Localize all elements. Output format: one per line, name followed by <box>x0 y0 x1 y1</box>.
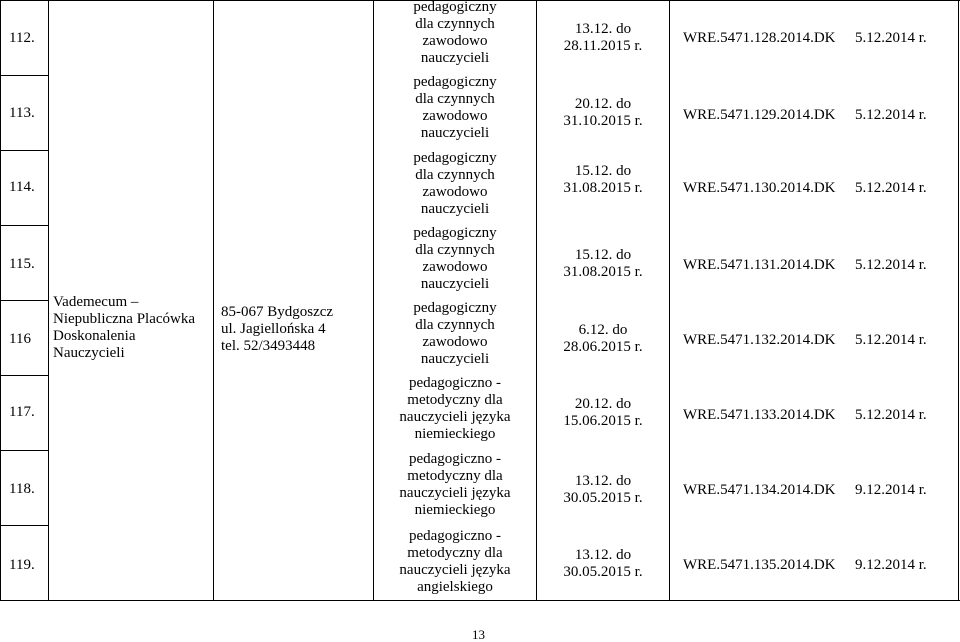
row-divider <box>0 150 48 151</box>
row-number: 117. <box>9 404 35 420</box>
row-number: 119. <box>9 557 35 573</box>
course-type: pedagogiczno - metodyczny dla nauczycieli języka niemieckiego <box>399 375 511 442</box>
reference-number: WRE.5471.129.2014.DK <box>683 107 836 123</box>
course-type: pedagogiczny dla czynnych zawodowo nauczycieli <box>413 300 497 367</box>
col-divider <box>48 0 49 601</box>
issue-date: 9.12.2014 r. <box>855 557 927 573</box>
course-dates: 13.12. do 30.05.2015 r. <box>563 547 643 580</box>
row-divider <box>0 525 48 526</box>
row-number: 118. <box>9 481 35 497</box>
course-dates: 13.12. do 28.11.2015 r. <box>563 21 643 54</box>
reference-number: WRE.5471.134.2014.DK <box>683 482 836 498</box>
institution-address: 85-067 Bydgoszcz ul. Jagiellońska 4 tel. 52/3493448 <box>221 304 334 354</box>
col-divider <box>536 0 537 601</box>
course-type: pedagogiczny dla czynnych zawodowo nauczycieli <box>413 0 497 66</box>
row-number: 116 <box>9 331 31 347</box>
row-divider <box>0 375 48 376</box>
course-dates: 13.12. do 30.05.2015 r. <box>563 473 643 506</box>
course-type: pedagogiczno - metodyczny dla nauczycieli języka angielskiego <box>399 528 511 595</box>
issue-date: 5.12.2014 r. <box>855 107 927 123</box>
issue-date: 9.12.2014 r. <box>855 482 927 498</box>
course-type: pedagogiczny dla czynnych zawodowo nauczycieli <box>413 74 497 141</box>
row-number: 112. <box>9 30 35 46</box>
table-border-bottom <box>0 600 960 601</box>
issue-date: 5.12.2014 r. <box>855 332 927 348</box>
reference-number: WRE.5471.131.2014.DK <box>683 257 836 273</box>
course-type: pedagogiczno - metodyczny dla nauczycieli języka niemieckiego <box>399 451 511 518</box>
issue-date: 5.12.2014 r. <box>855 180 927 196</box>
course-dates: 20.12. do 15.06.2015 r. <box>563 396 643 429</box>
col-divider <box>669 0 670 601</box>
row-number: 115. <box>9 256 35 272</box>
table-border-left <box>0 0 1 601</box>
course-type: pedagogiczny dla czynnych zawodowo nauczycieli <box>413 150 497 217</box>
reference-number: WRE.5471.130.2014.DK <box>683 180 836 196</box>
course-dates: 6.12. do 28.06.2015 r. <box>563 322 643 355</box>
table-border-right <box>958 0 959 601</box>
row-divider <box>0 225 48 226</box>
issue-date: 5.12.2014 r. <box>855 407 927 423</box>
reference-number: WRE.5471.128.2014.DK <box>683 30 836 46</box>
issue-date: 5.12.2014 r. <box>855 30 927 46</box>
row-number: 113. <box>9 105 35 121</box>
course-dates: 20.12. do 31.10.2015 r. <box>563 96 643 129</box>
row-divider <box>0 75 48 76</box>
col-divider <box>213 0 214 601</box>
reference-number: WRE.5471.133.2014.DK <box>683 407 836 423</box>
row-divider <box>0 450 48 451</box>
course-type: pedagogiczny dla czynnych zawodowo nauczycieli <box>413 225 497 292</box>
row-number: 114. <box>9 179 35 195</box>
reference-number: WRE.5471.132.2014.DK <box>683 332 836 348</box>
reference-number: WRE.5471.135.2014.DK <box>683 557 836 573</box>
row-divider <box>0 300 48 301</box>
page-number: 13 <box>472 627 485 642</box>
issue-date: 5.12.2014 r. <box>855 257 927 273</box>
course-dates: 15.12. do 31.08.2015 r. <box>563 247 643 280</box>
course-dates: 15.12. do 31.08.2015 r. <box>563 163 643 196</box>
institution-name: Vademecum – Niepubliczna Placówka Doskonalenia Nauczycieli <box>53 294 196 361</box>
